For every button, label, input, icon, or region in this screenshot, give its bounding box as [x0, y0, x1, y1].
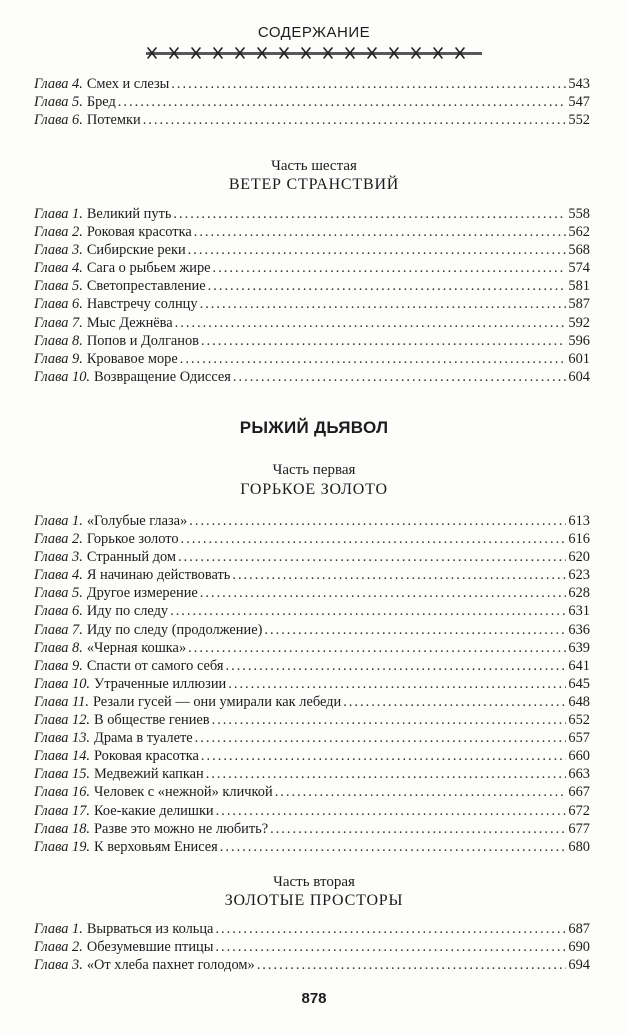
page-ref: 631 — [568, 603, 590, 620]
toc-entry — [34, 277, 590, 295]
chapter-number: Глава 3. — [34, 549, 83, 566]
book-title: РЫЖИЙ ДЬЯВОЛ — [239, 418, 389, 437]
chapter-title: Вырваться из кольца — [86, 921, 214, 937]
toc-entry — [34, 729, 590, 747]
dot-leader — [206, 765, 567, 783]
toc-entry — [34, 512, 590, 530]
page-ref: 604 — [568, 368, 590, 385]
chapter-title: Другое измерение — [86, 585, 198, 602]
chapter-title: Утраченные иллюзии — [94, 675, 227, 692]
chapter-number: Глава 1. — [34, 513, 83, 529]
chapter-title: Возвращение Одиссея — [94, 368, 231, 385]
toc-block-2 — [34, 205, 590, 386]
chapter-number: Глава 15. — [34, 766, 90, 783]
chapter-title: Бред — [86, 94, 116, 111]
toc-entry — [34, 693, 590, 711]
dot-leader — [213, 259, 567, 277]
toc-entry — [34, 295, 590, 313]
page-ref: 663 — [568, 766, 590, 783]
toc-entry — [34, 621, 590, 639]
dot-leader — [200, 295, 567, 313]
dot-leader — [175, 314, 567, 332]
chapter-title: Роковая красотка — [94, 748, 199, 765]
chapter-title: Спасти от самого себя — [86, 657, 224, 674]
page-ref: 613 — [568, 513, 590, 529]
toc-entry — [34, 956, 590, 974]
chapter-title: «От хлеба пахнет голодом» — [86, 957, 255, 974]
chapter-title: Горькое золото — [86, 531, 179, 548]
page-ref: 677 — [568, 820, 590, 837]
chapter-number: Глава 2. — [34, 939, 83, 956]
dot-leader — [208, 277, 567, 295]
page-ref: 687 — [568, 921, 590, 937]
chapter-number: Глава 8. — [34, 639, 83, 656]
chapter-title: Человек с «нежной» кличкой — [94, 784, 273, 801]
toc-entry — [34, 566, 590, 584]
toc-entry — [34, 241, 590, 259]
dot-leader — [270, 820, 566, 838]
page-ref: 562 — [568, 224, 590, 241]
toc-entry — [34, 802, 590, 820]
page-ref: 568 — [568, 242, 590, 259]
chapter-number: Глава 17. — [34, 802, 90, 819]
page-ref: 574 — [568, 260, 590, 277]
page-ref: 620 — [568, 549, 590, 566]
page-ref: 628 — [568, 585, 590, 602]
toc-entry — [34, 584, 590, 602]
chapter-title: Смех и слезы — [86, 76, 170, 92]
toc-block-3 — [34, 512, 590, 856]
dot-leader — [220, 838, 567, 856]
dot-leader — [201, 332, 566, 350]
part-six-label: Часть шестая — [271, 158, 357, 174]
page-ref: 581 — [568, 278, 590, 295]
chapter-title: Светопреставление — [86, 278, 206, 295]
chapter-number: Глава 6. — [34, 296, 83, 313]
part-one-label: Часть первая — [272, 462, 356, 478]
chapter-title: Медвежий капкан — [94, 766, 204, 783]
toc-entry — [34, 93, 590, 111]
page-ref: 592 — [568, 314, 590, 331]
page-ref: 558 — [568, 206, 590, 222]
dot-leader — [118, 93, 567, 111]
dot-leader — [173, 205, 566, 223]
dot-leader — [233, 368, 567, 386]
toc-entry — [34, 602, 590, 620]
dot-leader — [200, 584, 567, 602]
chapter-title: «Черная кошка» — [86, 639, 187, 656]
toc-entry — [34, 350, 590, 368]
page-ref: 660 — [568, 748, 590, 765]
chapter-number: Глава 3. — [34, 957, 83, 974]
page-ref: 652 — [568, 712, 590, 729]
chapter-title: Попов и Долганов — [86, 332, 199, 349]
chapter-title: Иду по следу — [86, 603, 169, 620]
dot-leader — [212, 711, 567, 729]
chapter-number: Глава 7. — [34, 314, 83, 331]
dot-leader — [194, 223, 567, 241]
chapter-number: Глава 10. — [34, 368, 90, 385]
dot-leader — [343, 693, 566, 711]
chapter-title: В обществе гениев — [94, 712, 210, 729]
page-ref: 543 — [568, 76, 590, 92]
page-ref: 690 — [568, 939, 590, 956]
dot-leader — [143, 111, 567, 129]
chapter-title: Великий путь — [86, 206, 172, 222]
toc-entry — [34, 657, 590, 675]
page-ref: 657 — [568, 730, 590, 747]
page-ref: 680 — [568, 838, 590, 855]
page-ref: 645 — [568, 675, 590, 692]
dot-leader — [170, 602, 566, 620]
chapter-number: Глава 18. — [34, 820, 90, 837]
toc-block-4 — [34, 920, 590, 974]
toc-entry — [34, 75, 590, 93]
page-ref: 596 — [568, 332, 590, 349]
toc-entry — [34, 820, 590, 838]
page-ref: 639 — [568, 639, 590, 656]
dot-leader — [188, 241, 567, 259]
chapter-number: Глава 5. — [34, 278, 83, 295]
part-six-title: ВЕТЕР СТРАНСТВИЙ — [228, 176, 400, 193]
barbed-wire-ornament — [146, 44, 482, 62]
running-header: СОДЕРЖАНИЕ — [257, 24, 371, 41]
page-ref: 694 — [568, 957, 590, 974]
toc-entry — [34, 223, 590, 241]
chapter-title: Иду по следу (продолжение) — [86, 621, 263, 638]
page-ref: 587 — [568, 296, 590, 313]
toc-entry — [34, 765, 590, 783]
dot-leader — [201, 747, 566, 765]
chapter-number: Глава 14. — [34, 748, 90, 765]
dot-leader — [275, 783, 567, 801]
chapter-number: Глава 13. — [34, 730, 90, 747]
chapter-number: Глава 4. — [34, 567, 83, 584]
part-two-title: ЗОЛОТЫЕ ПРОСТОРЫ — [224, 892, 404, 909]
dot-leader — [178, 548, 566, 566]
chapter-title: Обезумевшие птицы — [86, 939, 214, 956]
dot-leader — [215, 938, 566, 956]
toc-entry — [34, 838, 590, 856]
dot-leader — [232, 566, 566, 584]
page-ref: 648 — [568, 693, 590, 710]
toc-entry — [34, 938, 590, 956]
dot-leader — [189, 512, 566, 530]
page-ref: 616 — [568, 531, 590, 548]
chapter-number: Глава 5. — [34, 94, 83, 111]
part-two-label: Часть вторая — [273, 874, 355, 890]
dot-leader — [171, 75, 566, 93]
toc-entry — [34, 711, 590, 729]
chapter-number: Глава 2. — [34, 531, 83, 548]
page-ref: 636 — [568, 621, 590, 638]
page-ref: 552 — [568, 112, 590, 129]
chapter-title: К верховьям Енисея — [94, 838, 218, 855]
chapter-title: Драма в туалете — [94, 730, 193, 747]
toc-entry — [34, 675, 590, 693]
page-ref: 672 — [568, 802, 590, 819]
chapter-number: Глава 6. — [34, 603, 83, 620]
dot-leader — [257, 956, 567, 974]
chapter-title: Сибирские реки — [86, 242, 186, 259]
chapter-title: Потемки — [86, 112, 141, 129]
toc-entry — [34, 111, 590, 129]
chapter-title: Я начинаю действовать — [86, 567, 231, 584]
chapter-number: Глава 16. — [34, 784, 90, 801]
toc-block-1 — [34, 75, 590, 129]
chapter-number: Глава 4. — [34, 76, 83, 92]
dot-leader — [188, 639, 566, 657]
toc-entry — [34, 548, 590, 566]
chapter-title: «Голубые глаза» — [86, 513, 188, 529]
toc-entry — [34, 368, 590, 386]
dot-leader — [195, 729, 567, 747]
toc-entry — [34, 259, 590, 277]
chapter-title: Сага о рыбьем жире — [86, 260, 211, 277]
chapter-title: Кровавое море — [86, 350, 178, 367]
toc-entry — [34, 747, 590, 765]
chapter-number: Глава 1. — [34, 206, 83, 222]
page-ref: 641 — [568, 657, 590, 674]
chapter-title: Кое-какие делишки — [94, 802, 214, 819]
chapter-number: Глава 7. — [34, 621, 83, 638]
toc-entry — [34, 314, 590, 332]
page-ref: 667 — [568, 784, 590, 801]
dot-leader — [215, 920, 566, 938]
toc-entry — [34, 530, 590, 548]
toc-entry — [34, 920, 590, 938]
chapter-number: Глава 2. — [34, 224, 83, 241]
chapter-number: Глава 1. — [34, 921, 83, 937]
dot-leader — [264, 621, 566, 639]
chapter-title: Резали гусей — они умирали как лебеди — [92, 693, 342, 710]
page-ref: 547 — [568, 94, 590, 111]
chapter-number: Глава 12. — [34, 712, 90, 729]
dot-leader — [226, 657, 567, 675]
chapter-title: Мыс Дежнёва — [86, 314, 173, 331]
chapter-number: Глава 5. — [34, 585, 83, 602]
page-ref: 623 — [568, 567, 590, 584]
dot-leader — [228, 675, 566, 693]
chapter-number: Глава 9. — [34, 350, 83, 367]
chapter-number: Глава 19. — [34, 838, 90, 855]
chapter-number: Глава 11. — [34, 693, 89, 710]
chapter-title: Роковая красотка — [86, 224, 192, 241]
dot-leader — [180, 350, 567, 368]
chapter-title: Странный дом — [86, 549, 176, 566]
toc-entry — [34, 205, 590, 223]
chapter-title: Разве это можно не любить? — [94, 820, 269, 837]
toc-entry — [34, 639, 590, 657]
chapter-number: Глава 3. — [34, 242, 83, 259]
chapter-number: Глава 8. — [34, 332, 83, 349]
chapter-number: Глава 4. — [34, 260, 83, 277]
chapter-title: Навстречу солнцу — [86, 296, 198, 313]
chapter-number: Глава 9. — [34, 657, 83, 674]
page-ref: 601 — [568, 350, 590, 367]
part-one-title: ГОРЬКОЕ ЗОЛОТО — [240, 481, 388, 498]
page-number: 878 — [301, 990, 327, 1007]
toc-entry — [34, 783, 590, 801]
dot-leader — [216, 802, 567, 820]
toc-entry — [34, 332, 590, 350]
dot-leader — [181, 530, 567, 548]
chapter-number: Глава 6. — [34, 112, 83, 129]
chapter-number: Глава 10. — [34, 675, 90, 692]
